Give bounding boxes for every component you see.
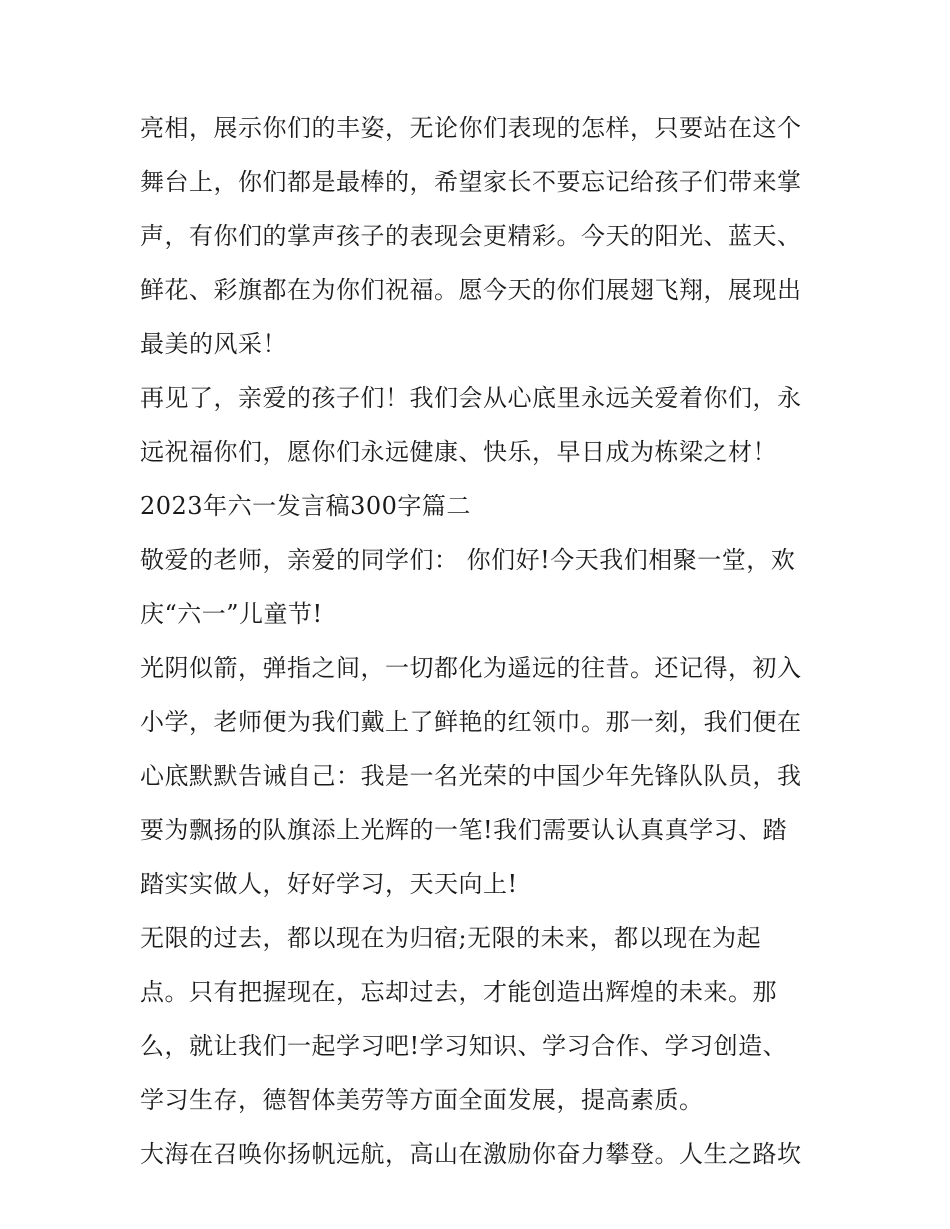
text-line: 敬爱的老师，亲爱的同学们： 你们好!今天我们相聚一堂，欢 bbox=[140, 546, 796, 574]
text-line: 远祝福你们，愿你们永远健康、快乐，早日成为栋梁之材！ bbox=[140, 438, 777, 466]
text-line: 声，有你们的掌声孩子的表现会更精彩。今天的阳光、蓝天、 bbox=[140, 222, 802, 250]
text-line: 光阴似箭，弹指之间，一切都化为遥远的往昔。还记得，初入 bbox=[140, 654, 802, 682]
text-line: 庆“六一”儿童节! bbox=[140, 600, 323, 628]
text-line: 大海在召唤你扬帆远航，高山在激励你奋力攀登。人生之路坎 bbox=[140, 1140, 802, 1168]
text-line: 再见了，亲爱的孩子们！我们会从心底里永远关爱着你们，永 bbox=[140, 384, 802, 412]
text-line: 么，就让我们一起学习吧!学习知识、学习合作、学习创造、 bbox=[140, 1032, 788, 1060]
text-line: 最美的风采！ bbox=[140, 330, 287, 358]
text-line: 要为飘扬的队旗添上光辉的一笔!我们需要认认真真学习、踏 bbox=[140, 816, 788, 844]
text-line: 学习生存，德智体美劳等方面全面发展，提高素质。 bbox=[140, 1086, 704, 1114]
section-heading: 2023年六一发言稿300字篇二 bbox=[140, 492, 471, 520]
text-line: 鲜花、彩旗都在为你们祝福。愿今天的你们展翅飞翔，展现出 bbox=[140, 276, 802, 304]
text-line: 小学，老师便为我们戴上了鲜艳的红领巾。那一刻，我们便在 bbox=[140, 708, 802, 736]
text-line: 亮相，展示你们的丰姿，无论你们表现的怎样，只要站在这个 bbox=[140, 114, 802, 142]
text-line: 心底默默告诫自己：我是一名光荣的中国少年先锋队队员，我 bbox=[140, 762, 802, 790]
text-line: 踏实实做人，好好学习，天天向上! bbox=[140, 870, 518, 898]
text-line: 无限的过去，都以现在为归宿;无限的未来，都以现在为起 bbox=[140, 924, 762, 952]
text-line: 点。只有把握现在，忘却过去，才能创造出辉煌的未来。那 bbox=[140, 978, 777, 1006]
text-line: 舞台上，你们都是最棒的，希望家长不要忘记给孩子们带来掌 bbox=[140, 168, 802, 196]
